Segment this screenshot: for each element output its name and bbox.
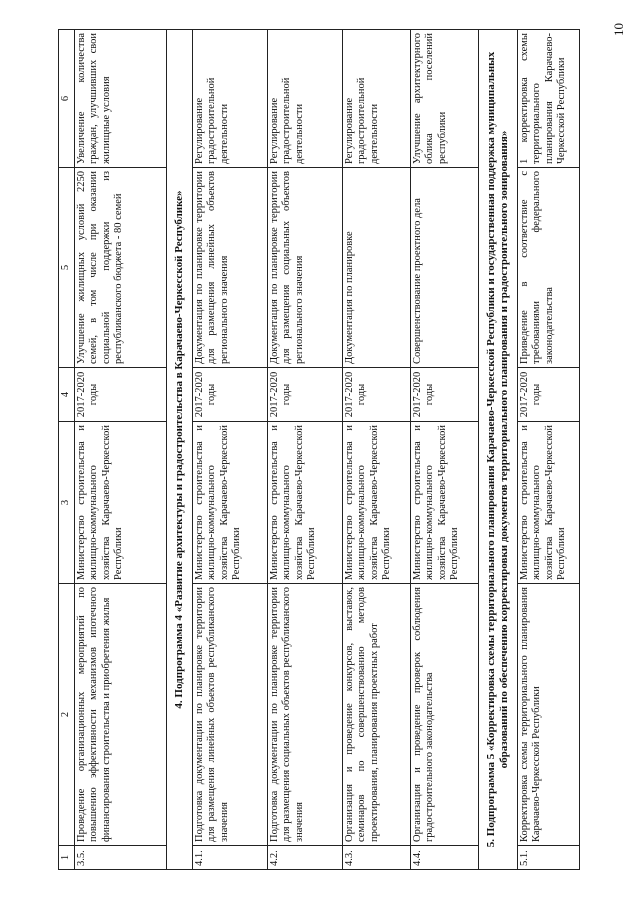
row-link: Улучшение архитектурного облика поселений республики [410, 30, 478, 168]
row-result: Совершенствование проектного дела [410, 168, 478, 368]
table-row [517, 30, 579, 870]
row-number: 4.4. [410, 846, 478, 870]
row-executor: Министерство строительства и жилищно-коммунального хозяйства Карачаево-Черкесской Республики [192, 422, 267, 584]
row-link: Регулирование градостроительной деятельности [192, 30, 267, 168]
row-link: Регулирование градостроительной деятельности [342, 30, 410, 168]
rotated-page [58, 30, 620, 870]
table-row [410, 30, 478, 870]
row-number: 4.3. [342, 846, 410, 870]
header-col-2: 2 [59, 584, 75, 846]
subprogram-4-title: 4. Подпрограмма 4 «Развитие архитектуры и градостроительства в Карачаево-Черкесской Республике» [166, 30, 192, 870]
row-result: Улучшение жилищных условий 2250 семей, в том числе при оказании социальной поддержки из республиканского бюджета - 80 семей [74, 168, 166, 368]
subprogram-4-heading-row [166, 30, 192, 870]
row-measure: Организация и проведение конкурсов, выставок, семинаров по совершенствованию методов проектирования, планирования проектных работ [342, 584, 410, 846]
subprogram-5-title: 5. Подпрограмма 5 «Корректировка схемы территориального планирования Карачаево-Черкесской Республики и государственная поддержка муниципальных образований по обеспечению корректировки документов территориального планирования и градостроительного зонирования» [478, 30, 517, 870]
row-measure: Организация и проведение проверок соблюдения градостроительного законодательства [410, 584, 478, 846]
page-number: 10 [611, 23, 626, 36]
table-row [342, 30, 410, 870]
header-row [59, 30, 75, 870]
header-col-6: 6 [59, 30, 75, 168]
header-col-4: 4 [59, 368, 75, 422]
row-measure: Проведение организационных мероприятий по повышению эффективности механизмов ипотечного финансирования строительства и приобретения жилья [74, 584, 166, 846]
row-measure: Корректировка схемы территориального планирования Карачаево-Черкесской Республики [517, 584, 579, 846]
row-executor: Министерство строительства и жилищно-коммунального хозяйства Карачаево-Черкесской Республики [267, 422, 342, 584]
row-link: Увеличение количества граждан, улучшивших свои жилищные условия [74, 30, 166, 168]
row-number: 5.1. [517, 846, 579, 870]
row-period: 2017-2020 годы [342, 368, 410, 422]
row-number: 3.5. [74, 846, 166, 870]
row-number: 4.2. [267, 846, 342, 870]
row-result: Документация по планировке [342, 168, 410, 368]
row-result: Приведение в соответствие с требованиями федерального законодательства [517, 168, 579, 368]
row-period: 2017-2020 годы [192, 368, 267, 422]
row-period: 2017-2020 годы [517, 368, 579, 422]
row-period: 2017-2020 годы [267, 368, 342, 422]
row-executor: Министерство строительства и жилищно-коммунального хозяйства Карачаево-Черкесской Республики [342, 422, 410, 584]
table-row [192, 30, 267, 870]
row-result: Документация по планировке территории для размещения социальных объектов регионального значения [267, 168, 342, 368]
row-period: 2017-2020 годы [74, 368, 166, 422]
header-col-3: 3 [59, 422, 75, 584]
header-col-1: 1 [59, 846, 75, 870]
row-executor: Министерство строительства и жилищно-коммунального хозяйства Карачаево-Черкесской Республики [410, 422, 478, 584]
row-measure: Подготовка документации по планировке территории для размещения линейных объектов республиканского значения [192, 584, 267, 846]
row-result: Документация по планировке территории для размещения линейных объектов регионального значения [192, 168, 267, 368]
row-period: 2017-2020 годы [410, 368, 478, 422]
row-executor: Министерство строительства и жилищно-коммунального хозяйства Карачаево-Черкесской Республики [74, 422, 166, 584]
subprogram-5-heading-row [478, 30, 517, 870]
program-table [58, 29, 580, 870]
table-row [267, 30, 342, 870]
row-link: Регулирование градостроительной деятельности [267, 30, 342, 168]
row-number: 4.1. [192, 846, 267, 870]
header-col-5: 5 [59, 168, 75, 368]
row-measure: Подготовка документации по планировке территории для размещения социальных объектов республиканского значения [267, 584, 342, 846]
row-link: 1 корректировка схемы территориального планирования Карачаево-Черкесской Республики [517, 30, 579, 168]
table-row [74, 30, 166, 870]
row-executor: Министерство строительства и жилищно-коммунального хозяйства Карачаево-Черкесской Республики [517, 422, 579, 584]
